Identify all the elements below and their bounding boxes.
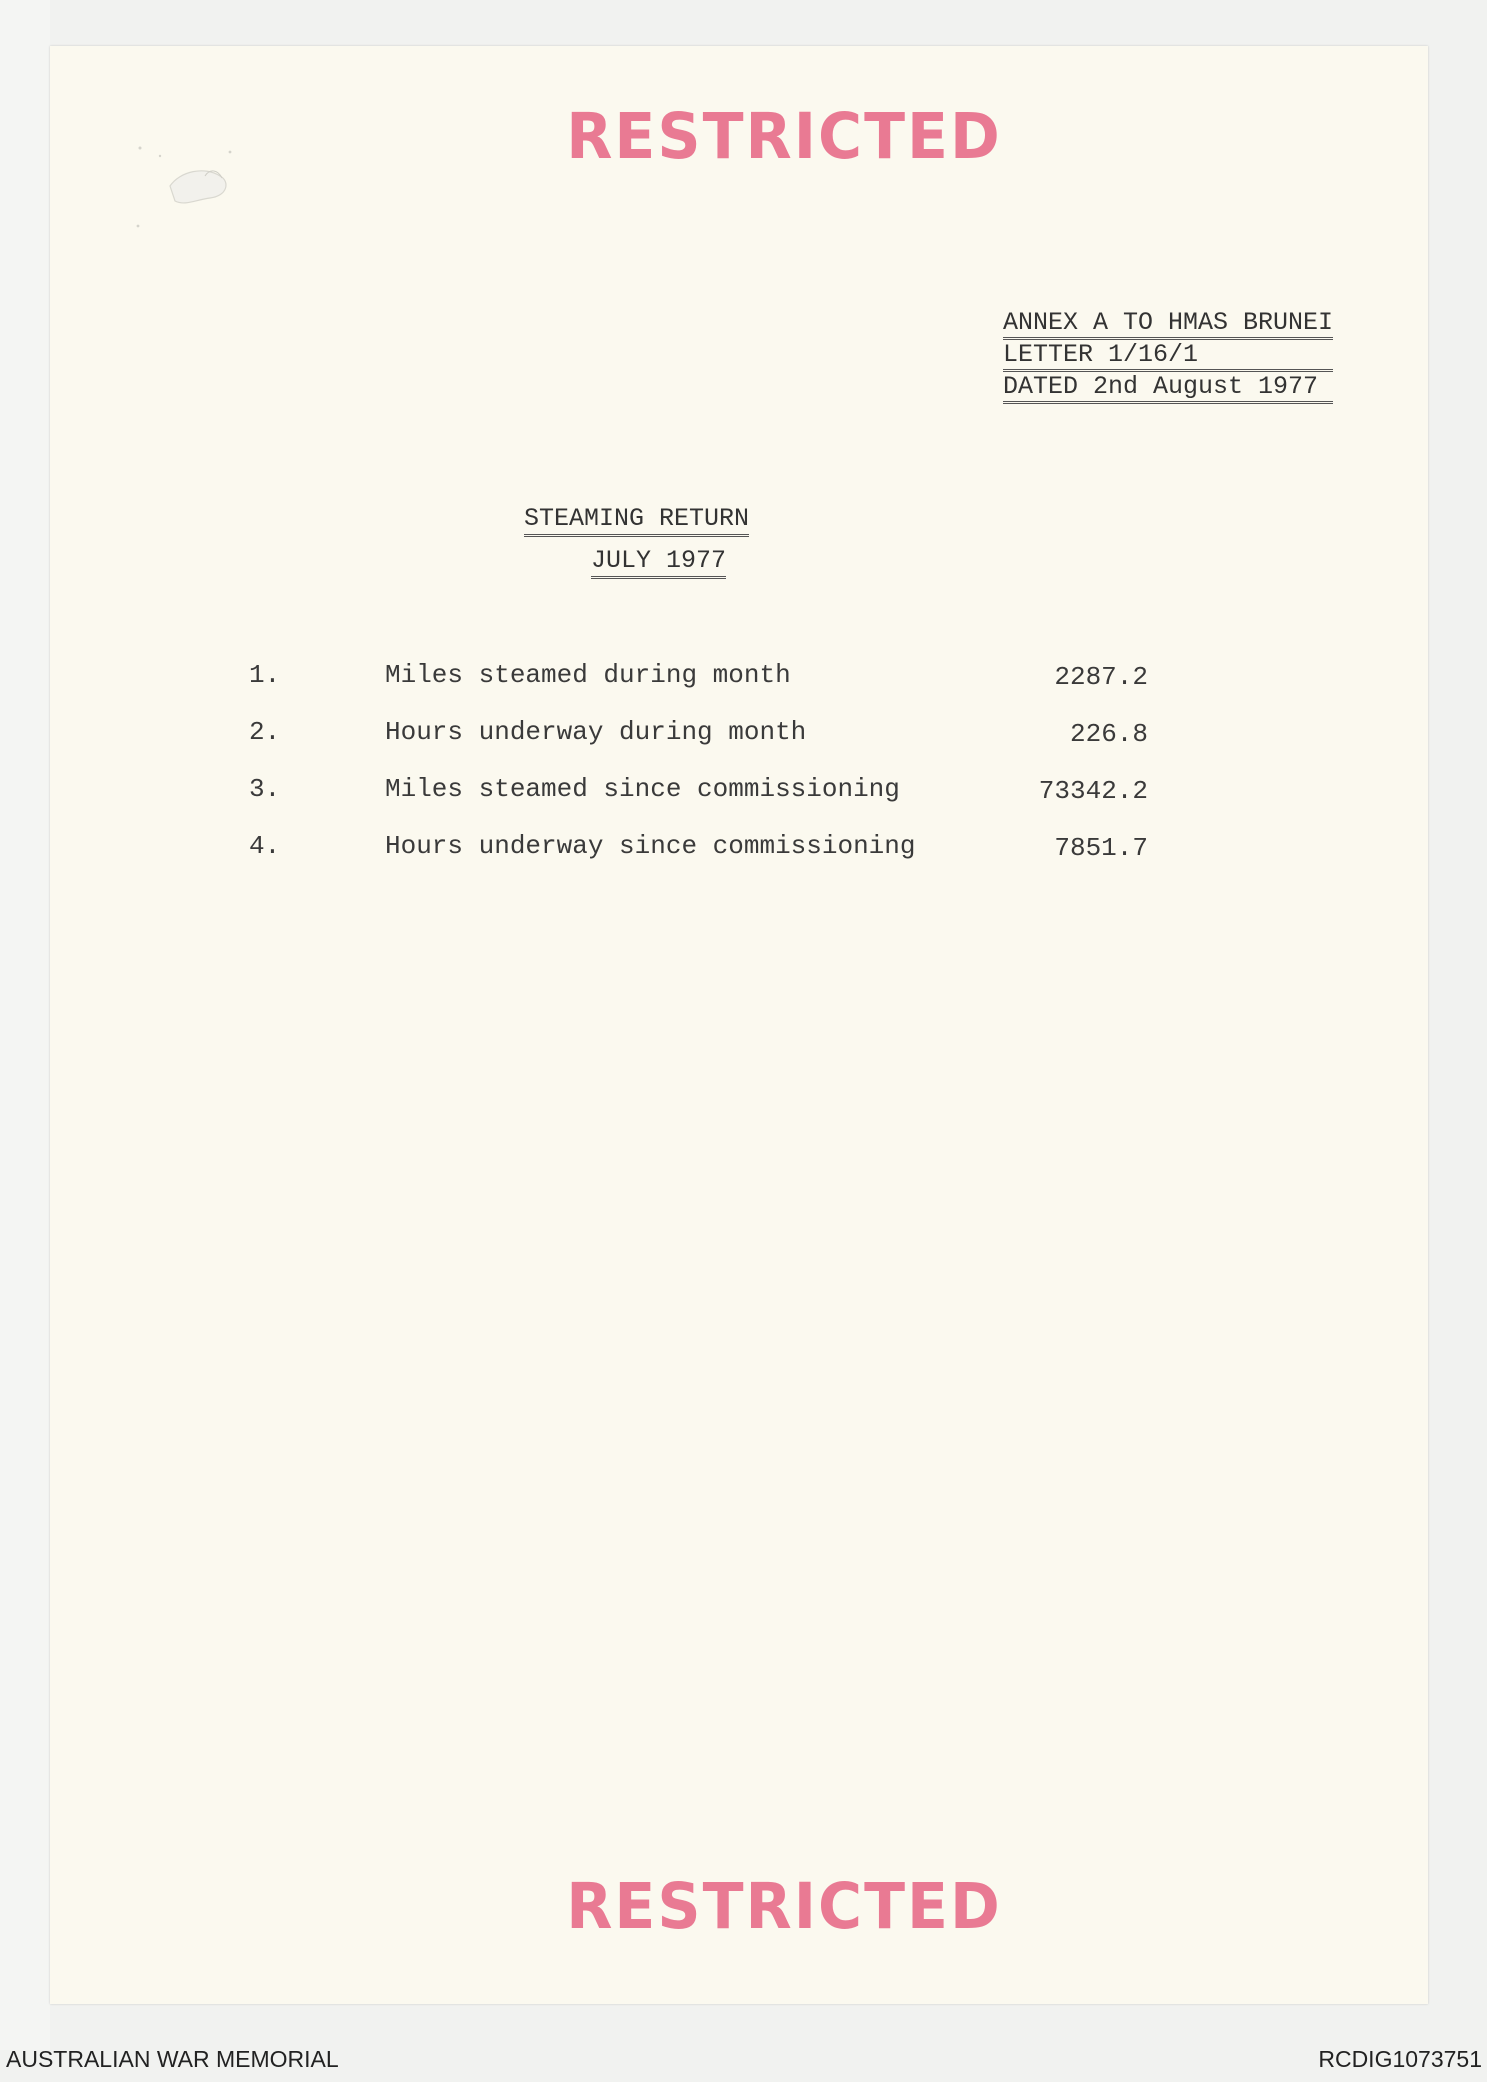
item-value: 226.8: [1069, 719, 1148, 749]
annex-line-1: ANNEX A TO HMAS BRUNEI: [1003, 308, 1333, 340]
annex-line-2: LETTER 1/16/1: [1003, 340, 1333, 372]
footer-institution: AUSTRALIAN WAR MEMORIAL: [6, 2046, 339, 2072]
annex-line-3: DATED 2nd August 1977: [1003, 372, 1333, 404]
document-page: [50, 46, 1428, 2004]
document-subtitle: JULY 1977: [591, 546, 726, 575]
item-number: 4.: [249, 831, 281, 861]
list-item: [50, 774, 1428, 810]
item-label: Miles steamed since commissioning: [385, 774, 900, 804]
item-number: 3.: [249, 774, 281, 804]
restricted-stamp-bottom: RESTRICTED: [566, 1870, 1002, 1944]
item-value: 2287.2: [1054, 662, 1148, 692]
item-number: 1.: [249, 660, 281, 690]
list-item: [50, 660, 1428, 696]
annex-reference: [1003, 308, 1333, 404]
item-number: 2.: [249, 717, 281, 747]
item-value: 73342.2: [1038, 776, 1148, 806]
restricted-stamp-top: RESTRICTED: [566, 100, 1002, 174]
list-item: [50, 831, 1428, 867]
scan-margin: [0, 0, 50, 2050]
item-value: 7851.7: [1054, 833, 1148, 863]
list-item: [50, 717, 1428, 753]
item-label: Hours underway since commissioning: [385, 831, 916, 861]
item-label: Miles steamed during month: [385, 660, 791, 690]
document-title: STEAMING RETURN: [524, 504, 749, 533]
footer-record-id: RCDIG1073751: [1318, 2046, 1482, 2072]
item-label: Hours underway during month: [385, 717, 807, 747]
